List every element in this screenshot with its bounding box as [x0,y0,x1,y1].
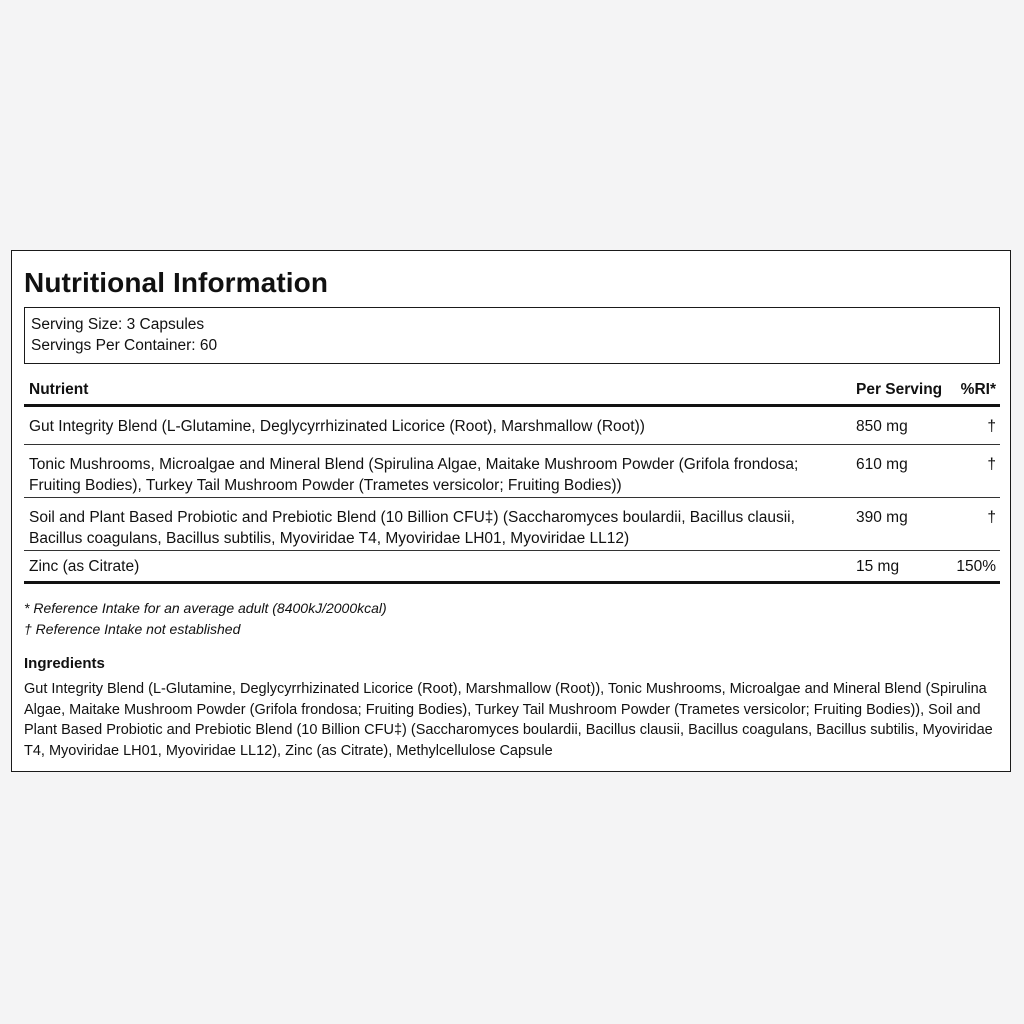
nutrient-amount: 850 mg [856,418,908,435]
nutrient-ri: † [987,509,996,526]
nutrition-panel [11,250,1011,772]
nutrient-name: Tonic Mushrooms, Microalgae and Mineral Blend (Spirulina Algae, Maitake Mushroom Powder (Grifola frondosa; Fruiting Bodies), Turkey Tail Mushroom Powder (Trametes versicolor; Fruiting Bodies)) [29,456,799,494]
footnote-reference-intake: * Reference Intake for an average adult (8400kJ/2000kcal) [24,600,387,616]
panel-title: Nutritional Information [24,267,329,298]
servings-per-container: Servings Per Container: 60 [31,337,218,354]
ingredients-heading: Ingredients [24,655,105,672]
table-row [24,407,1000,445]
nutrient-name: Gut Integrity Blend (L-Glutamine, Deglycyrrhizinated Licorice (Root), Marshmallow (Root)) [29,418,645,435]
table-row [24,551,1000,584]
nutrient-name: Soil and Plant Based Probiotic and Prebiotic Blend (10 Billion CFU‡) (Saccharomyces boulardii, Bacillus clausii, Bacillus coagulans, Bacillus subtilis, Myoviridae T4, Myoviridae LH01, Myoviridae LL12) [29,509,795,547]
nutrient-table [24,375,1000,584]
footnotes [24,598,387,640]
serving-size: Serving Size: 3 Capsules [31,316,205,333]
header-ri: %RI* [960,381,996,398]
nutrient-amount: 15 mg [856,558,900,575]
nutrient-ri: † [987,418,996,435]
nutrient-amount: 610 mg [856,456,908,473]
nutrient-ri: 150% [956,558,996,575]
header-nutrient: Nutrient [29,381,89,398]
footnote-not-established: † Reference Intake not established [24,621,241,637]
table-row [24,445,1000,498]
nutrient-amount: 390 mg [856,509,908,526]
header-per-serving: Per Serving [856,381,943,398]
serving-info-box [24,307,1000,364]
table-row [24,498,1000,551]
nutrient-ri: † [987,456,996,473]
ingredients-text: Gut Integrity Blend (L-Glutamine, Deglycyrrhizinated Licorice (Root), Marshmallow (Root)), Tonic Mushrooms, Microalgae and Mineral Blend (Spirulina Algae, Maitake Mushroom Powder (Grifola frondosa; Fruiting Bodies), Turkey Tail Mushroom Powder (Trametes versicolor; Fruiting Bodies)), Soil and Plant Based Probiotic and Prebiotic Blend (10 Billion CFU‡) (Saccharomyces boulardii, Bacillus clausii, Bacillus coagulans, Bacillus subtilis, Myoviridae T4, Myoviridae LH01, Myoviridae LL12), Zinc (as Citrate), Methylcellulose Capsule [24,681,993,759]
nutrient-name: Zinc (as Citrate) [29,558,140,575]
table-header-row [24,375,1000,407]
